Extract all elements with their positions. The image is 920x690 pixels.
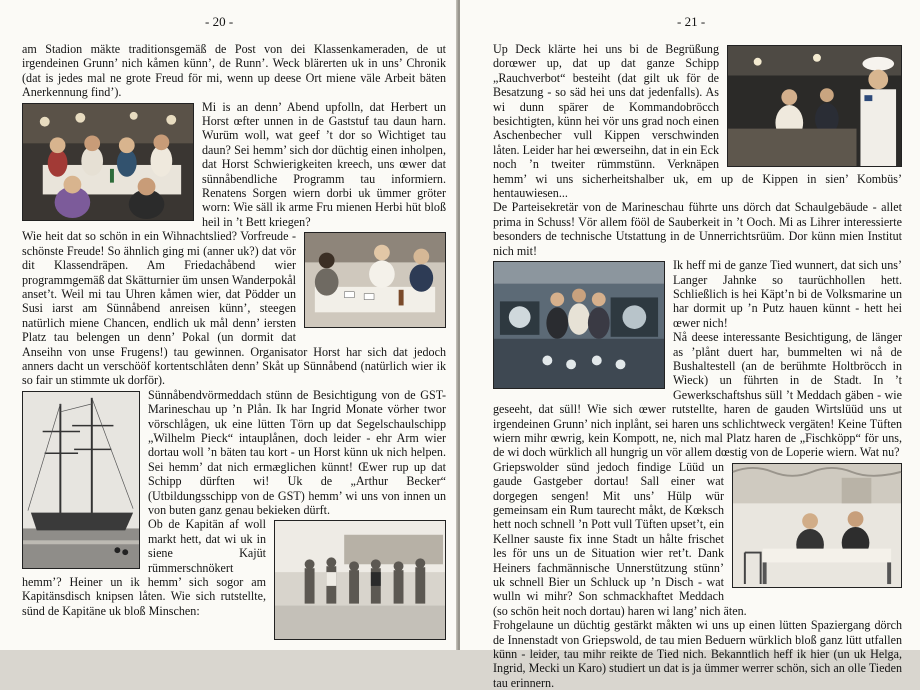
- paragraph: Nå deese interessante Besichtigung, de länger as ’plånt duert har, bummelten wi nå de Bushaltestell (an de berühmte Holtbröcch in Wieck) un führten in de Stadt. In ’t Gewerkschaftshus süll ’t Meddach gäben - wie geseeht, dat süll! Wie sich œwer rutstellte, haren de gauden Wirtslüüd uns ut irgendeinen Grunn’ nich inplånt, sei haren uns schlichtweck vergäten! Keine Tüften wiern mihr œwrig, kein Kompott, ne, nich mal Platz haren de „Fischköpp“ för uns, de wi doch würklich all hungrig un vör allem dœstig von de Loperie wiern. Wat nu?: [493, 330, 902, 460]
- paragraph: Sünnåbendvörmeddach stünn de Besichtigung von de GST-Marineschau up ’n Plån. Ik har Ingrid Monate vörher twor vörschlågen, uk eine lütten Törn up dat Segelschaulschipp „Wilhelm Pieck“ intauplånen, doch leider - ehr Arm wier dortau woll ’n bäten tau kort - un Horst künn uk nich helpen. Sei hemm’ dat nich ermæglichen künnt! Œwer rup up dat Schipp dürften wi! Uk de „Arthur Becker“ (Utbildungsschipp von de GST) hemm’ wi uns von innen un von buten ganz genau bekieken dürft.: [148, 387, 446, 517]
- card-game-photo: [304, 232, 446, 328]
- restaurant-group-photo: [22, 103, 194, 221]
- page-number: - 20 -: [205, 14, 234, 29]
- paragraph: Wie heit dat so schön in ein Wihnachtslied? Vorfreude - schönste Freude! So ähnlich ging mi (anner uk?) dat vör dit Klassendräpen. Am Friedachåbend wier programmgemäß dat Skätturnier üm unsen Wanderpokål anset’t. Weil mi tau Uhren kåmen wier, dat Pödder un Susi iarst am Sünnåbend anreisen künn’, steegen natürlich miene Chancen, endlich uk mål denn’ iersten Platz tau belengen un denn’ Pokal (un dormit dat Anseihn von unse Frugens!) tau gewinnen. Organisator Horst har sich dat jedoch anners dacht un verschööf kortentschlåten denn’ Skåt up Sünnåbend (natürlich wier ik so fair un stimmte uk dorför).: [22, 229, 446, 388]
- paragraph: Ik heff mi de ganze Tied wunnert, dat sich uns’ Langer Jahnke so taurüchhollen hett. Schließlich is hei Käpt’n bi de Volksmarine un har dormit up ’n Putz hauen künnt - hett hei œwer nich!: [673, 258, 902, 330]
- page-number: - 21 -: [677, 14, 706, 29]
- left-page: [0, 0, 458, 650]
- paragraph: Ob de Kapitän af woll markt hett, dat wi uk in siene Kajüt rümmerschnökert hemm’? Heiner un ik hemm’ sich sogor am Kapitänsdisch knipsen låten. Wie sich rutstellte, sünd de Kapitäne uk bloß Minschen:: [22, 517, 266, 618]
- restaurant-table-photo: [732, 463, 902, 588]
- paragraph: De Parteisekretär von de Marineschau führte uns dörch dat Schaulgebäude - allet prima in Schuss! Vör allem fööl de Sauberkeit in ’t Ooch. Mi as Lihrer interessierte besonders de technische Utstattung in de Unnerrichtsrüüm. Dor künn mien Institut nich mit!: [493, 200, 902, 258]
- uniformed-officer-photo: [727, 45, 902, 167]
- paragraph: am Stadion mäkte traditionsgemäß de Post von dei Klassenkameraden, de ut irgendeinen Grunn’ nich kåmen künn’, de Runn’. Weck blärerten uk in uns’ Chronik (dat is jedes mal ne grote Freud för mi, wenn up deese Ort miene väle Arbeit bäten Anerkennung find’).: [22, 42, 446, 100]
- paragraph: Griepswolder sünd jedoch findige Lüüd un gaude Gastgeber dortau! Sall einer wat dorgegen sengen! Mit uns’ Hülp wür gemeinsam ein Rum taurecht måkt, de Kœksch hett noch schnell ’n Pott vull Tüften upset’t, ein Kellner sauste fix inne Stadt un hålte frischet les för uns un de Situation wier ret’t. Dank Heiners fachmännische Unnerstützung stünn’ uk schnell Bier un Schluck up ’n Disch - wat wulln wi mihr? Son schmackhaftet Meddach (so schön heit noch dortau) haren wi lang’ nich äten.: [493, 459, 747, 618]
- paragraph: Mi is an denn’ Abend upfolln, dat Herbert un Horst œfter unnen in de Gaststuf tau daun harn. Wurüm woll, wat geef ’t dor so Wichtiget tau daun? Sei hemm’ sich dor düchtig einen inholpen, dat Horst Schwierigkeiten kreech, uns œwer dat sünnåbendliche Programm tau informiern. Renatens Sorgen wiern dorbi uk ümmer gröter worn: Wie säll ik arme Fru mienen Herbi hüt bloß heil in ’t Bett kriegen?: [202, 99, 446, 229]
- sailing-ship-photo: [22, 391, 140, 569]
- right-page: [460, 0, 920, 690]
- bridge-instruments-photo: [493, 261, 665, 389]
- paragraph: Frohgelaune un düchtig gestärkt måkten wi uns up einen lütten Spaziergang dörch de Innenstadt von Griepswold, de tau mien Beduern würklich bloß ganz lütt utfallen künn - leider, tau mihr reikte de Tied nich. Bekanntlich heff ik hier (un uk Helga, Ingrid, Mecki un Karo) studiert un dat is ja ümmer werrer schön, sich an olle Tieden tau erinnern.: [493, 618, 902, 690]
- paragraph: Up Deck klärte hei uns bi de Begrüßung dorœwer up, dat up dat ganze Schipp „Rauchverbot“ besteiht (dat gilt uk för de Besatzung - so säd hei uns dat jedenfalls). As wi dunn spärer de Kommandobröcch besichtigten, künn hei vör uns grad noch einen Aschenbecher vull Kippen verschwinden låten. Leider har hei œwerseihn, dat in ein Eck noch ’n tweiter rümmstünn. Verknäpen hemm’ wi uns sicherheitshalber uk, em up de Kippen in sien’ Kombüs’ hentauwiesen...: [493, 42, 902, 201]
- group-walking-photo: [274, 520, 446, 640]
